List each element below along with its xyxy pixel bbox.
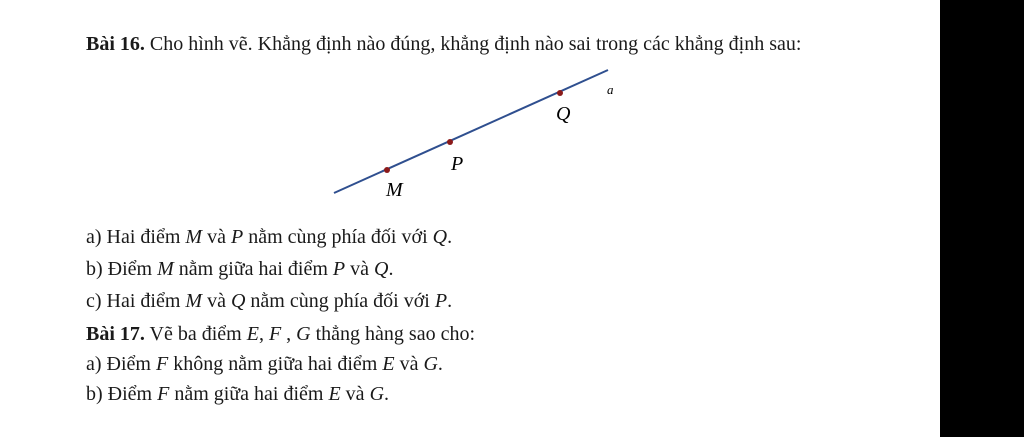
problem-16-number: Bài 16. — [86, 33, 145, 55]
problem-17-item-a: a) Điểm F không nằm giữa hai điểm E và G. — [86, 353, 443, 375]
point-p — [447, 139, 453, 145]
point-q — [557, 90, 563, 96]
statement-b: b) Điểm M nằm giữa hai điểm P và Q. — [86, 258, 394, 280]
problem-16-text: Cho hình vẽ. Khẳng định nào đúng, khẳng định nào sai trong các khẳng định sau: — [149, 33, 802, 55]
statement-c: c) Hai điểm M và Q nằm cùng phía đối với P. — [86, 290, 453, 312]
line-a — [334, 70, 608, 193]
problem-17-item-b: b) Điểm F nằm giữa hai điểm E và G. — [86, 383, 390, 405]
point-q-label: Q — [556, 103, 571, 125]
point-p-label: P — [451, 153, 464, 175]
right-black-bar — [940, 0, 1024, 437]
line-figure — [0, 0, 940, 210]
point-m-label: M — [386, 179, 403, 201]
point-m — [384, 167, 390, 173]
problem-17-number: Bài 17. — [86, 323, 145, 345]
statement-a: a) Hai điểm M và P nằm cùng phía đối với Q. — [86, 226, 453, 248]
problem-17-heading: Bài 17. Vẽ ba điểm E, F , G thẳng hàng sao cho: — [86, 323, 476, 345]
line-a-label: a — [607, 82, 614, 97]
